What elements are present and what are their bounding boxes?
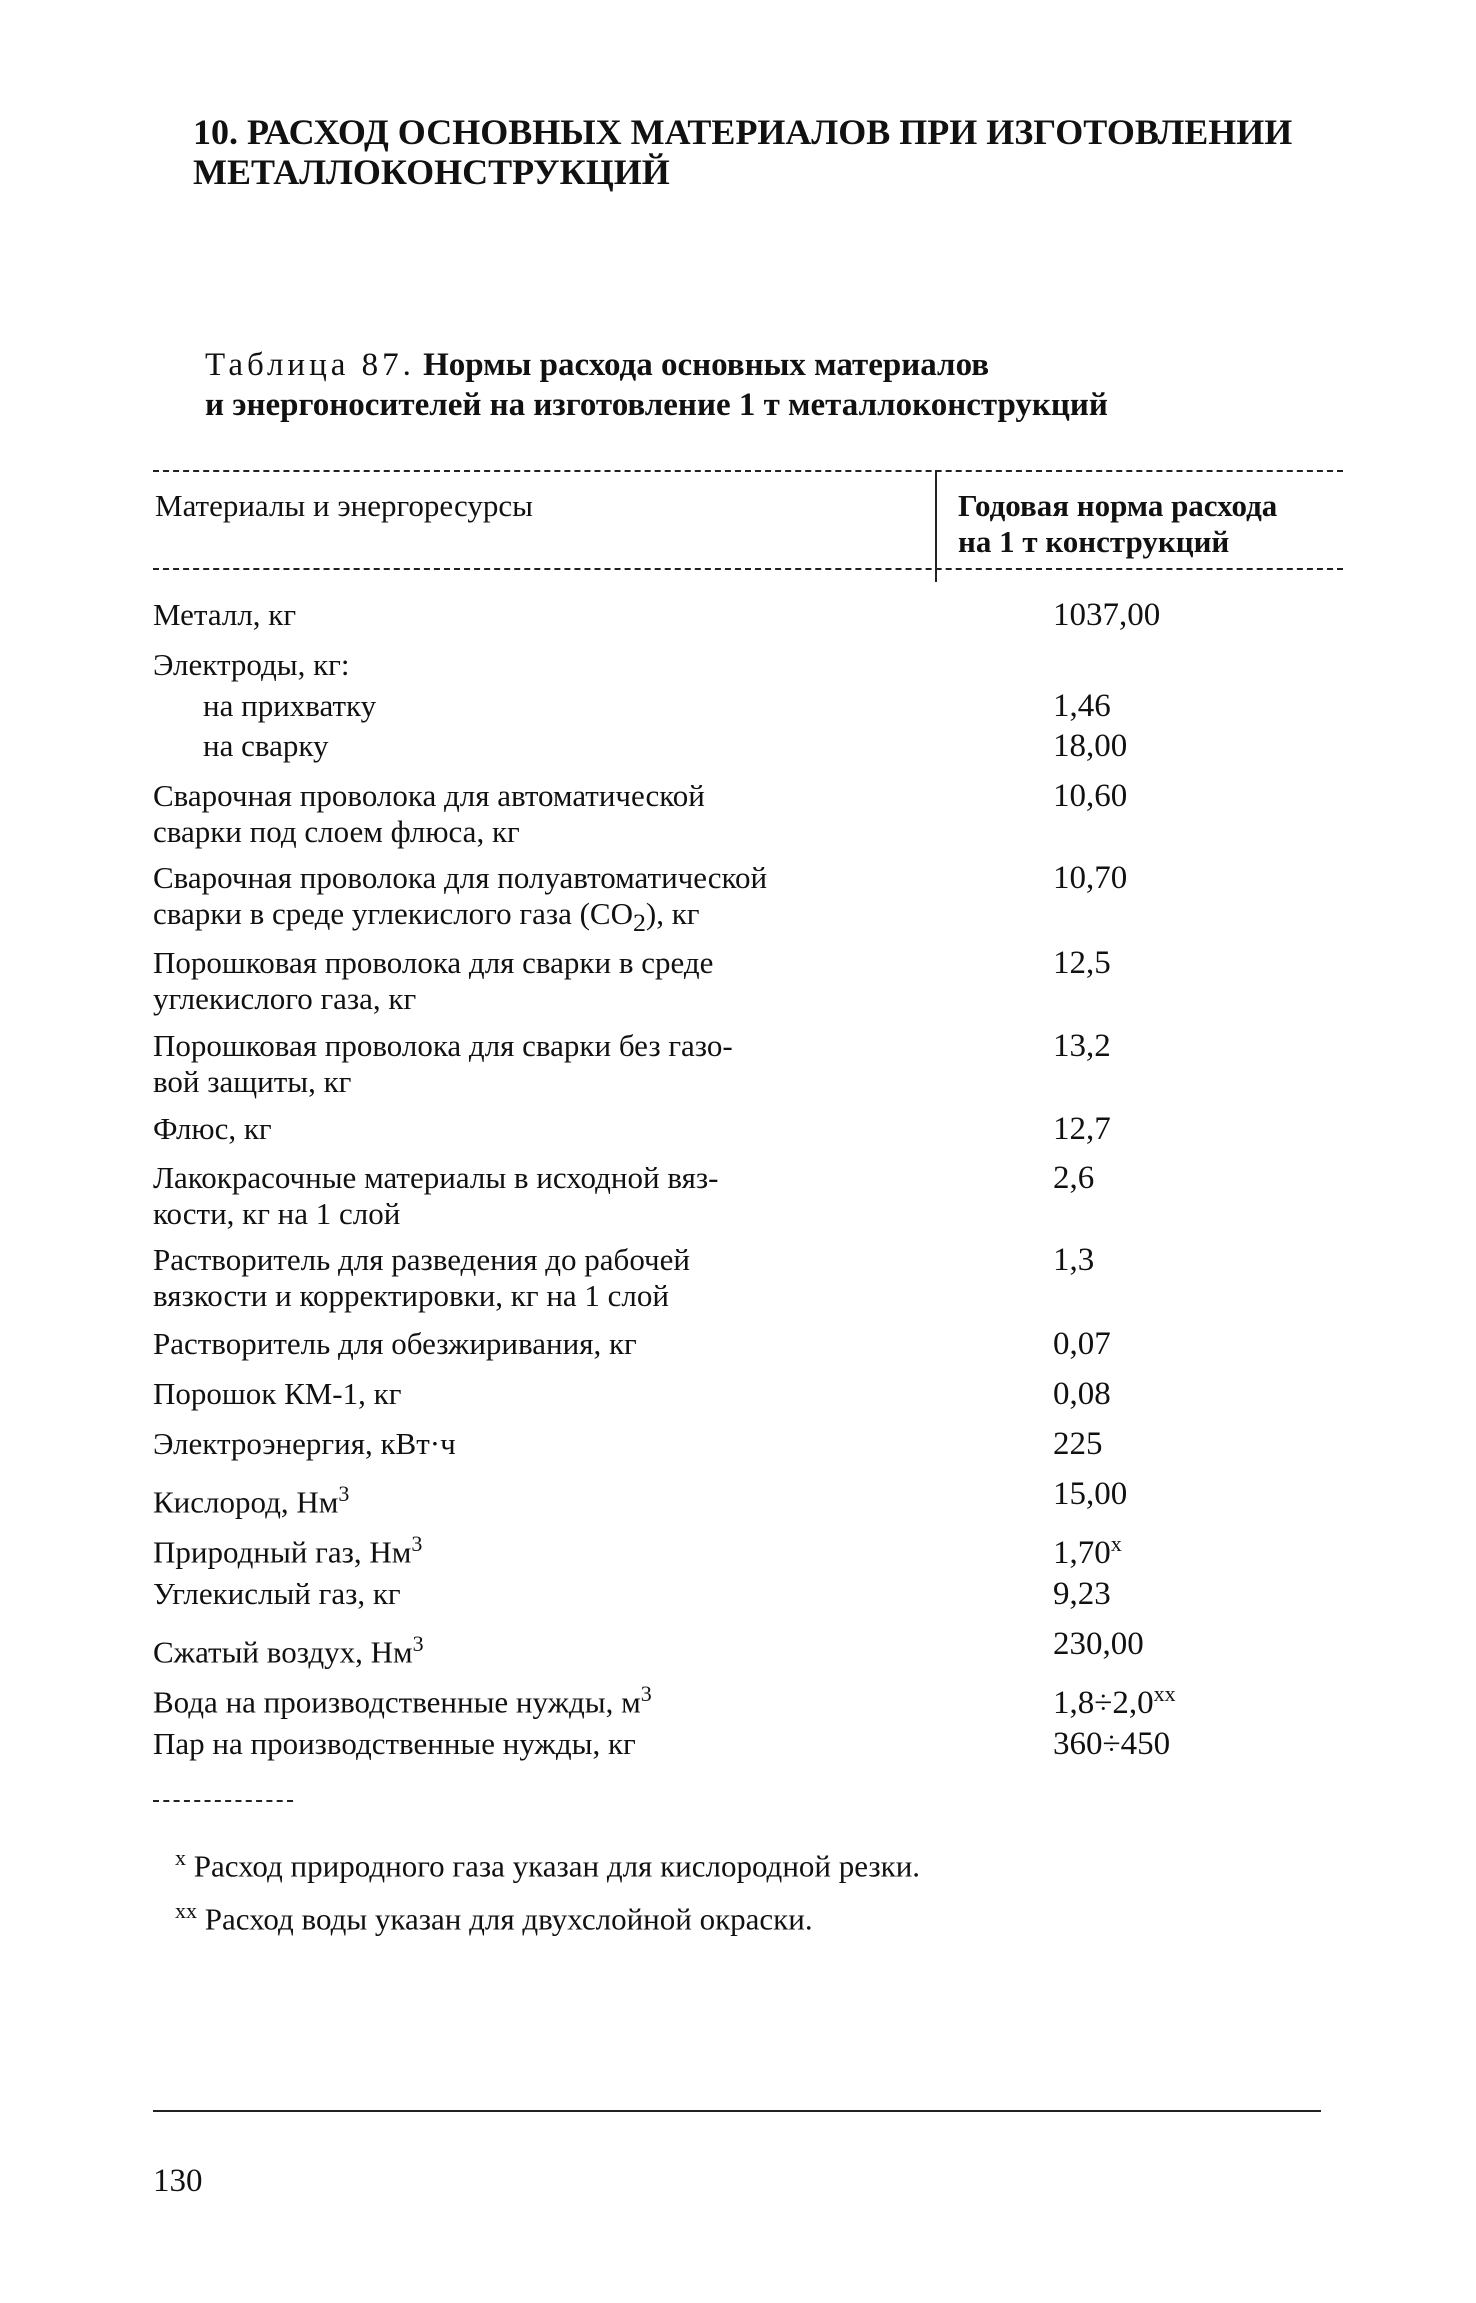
table-row-name: Кислород, $Нм^3$ bbox=[153, 1481, 350, 1520]
table-row-value: 2,6 bbox=[1053, 1160, 1095, 1196]
table-row-value: 1037,00 bbox=[1053, 597, 1161, 633]
table-row-name: Порошковая проволока для сварки без газо- вой защиты, кг bbox=[153, 1028, 733, 1099]
table-row-value: 18,00 bbox=[1053, 728, 1128, 764]
table-row-name: на сварку bbox=[203, 728, 329, 763]
table-row-value: 10,70 bbox=[1053, 860, 1128, 896]
footnote bbox=[175, 1893, 813, 1937]
table-row-name: Сжатый воздух, $Нм^3$ bbox=[153, 1631, 424, 1670]
table-row-name: Вода на производственные нужды, $м^3$ bbox=[153, 1681, 652, 1720]
table-row-value: 0,08 bbox=[1053, 1376, 1111, 1412]
footnote-text: Расход природного газа указан для кислородной резки. bbox=[193, 1848, 921, 1884]
table-row-name: Порошок КМ-1, кг bbox=[153, 1376, 402, 1411]
table-row-value: 12,7 bbox=[1053, 1111, 1111, 1147]
table-header-bottom-rule bbox=[153, 568, 1343, 570]
footnote bbox=[175, 1840, 920, 1884]
table-row-name: Углекислый газ, кг bbox=[153, 1576, 401, 1611]
table-caption-line-2: и энергоносителей на изготовление 1 т металлоконструкций bbox=[205, 387, 1108, 423]
table-header-divider bbox=[935, 470, 937, 582]
table-caption-label: Таблица 87. bbox=[205, 347, 415, 383]
table-row-value: 230,00 bbox=[1053, 1626, 1144, 1662]
table-caption bbox=[205, 345, 1305, 425]
table-row-name: Пар на производственные нужды, кг bbox=[153, 1726, 636, 1761]
table-row-name: Сварочная проволока для полуавтоматической сварки в среде углекислого газа $(CO_2)$, кг bbox=[153, 860, 768, 938]
table-row-name: Сварочная проволока для автоматической сварки под слоем флюса, кг bbox=[153, 778, 705, 849]
table-row-name: Электроды, кг: bbox=[153, 647, 350, 682]
table-row-value: 1,46 bbox=[1053, 688, 1111, 724]
table-row-name: Растворитель для обезжиривания, кг bbox=[153, 1326, 637, 1361]
footnote-mark: xx bbox=[175, 1898, 197, 1923]
table-row-value: 1,70$^x$ bbox=[1053, 1531, 1122, 1571]
table-row-name: Лакокрасочные материалы в исходной вяз- кости, кг на 1 слой bbox=[153, 1160, 719, 1231]
table-row-value: 225 bbox=[1053, 1426, 1103, 1462]
table-row-value: 13,2 bbox=[1053, 1028, 1111, 1064]
table-row-value: 1,3 bbox=[1053, 1242, 1095, 1278]
table-row-name: Флюс, кг bbox=[153, 1111, 272, 1146]
table-row-value: 15,00 bbox=[1053, 1476, 1128, 1512]
table-row-value: 10,60 bbox=[1053, 778, 1128, 814]
column-header-norm bbox=[958, 488, 1358, 560]
section-title-line-2: МЕТАЛЛОКОНСТРУКЦИЙ bbox=[193, 152, 670, 192]
table-row-name: Природный газ, $Нм^3$ bbox=[153, 1531, 423, 1570]
column-header-norm-line-2: на 1 т конструкций bbox=[958, 524, 1230, 559]
section-title-line-1: 10. РАСХОД ОСНОВНЫХ МАТЕРИАЛОВ ПРИ ИЗГОТОВЛЕНИИ bbox=[193, 112, 1293, 152]
table-row-name: Металл, кг bbox=[153, 597, 297, 632]
footnote-separator bbox=[153, 1800, 293, 1802]
section-title bbox=[193, 112, 1313, 192]
column-header-norm-line-1: Годовая норма расхода bbox=[958, 488, 1278, 523]
table-row-name: Порошковая проволока для сварки в среде углекислого газа, кг bbox=[153, 945, 714, 1016]
footnote-mark: x bbox=[175, 1845, 186, 1870]
column-header-materials: Материалы и энергоресурсы bbox=[155, 488, 533, 523]
table-row-value: $1,8\div 2,0^{xx}$ bbox=[1053, 1681, 1176, 1721]
table-row-value: 0,07 bbox=[1053, 1326, 1111, 1362]
table-row-name: Растворитель для разведения до рабочей вязкости и корректировки, кг на 1 слой bbox=[153, 1242, 690, 1313]
footnote-text: Расход воды указан для двухслойной окраски. bbox=[204, 1901, 813, 1937]
table-row-value: 12,5 bbox=[1053, 945, 1111, 981]
table-top-rule bbox=[153, 470, 1343, 472]
table-row-value: 360÷450 bbox=[1053, 1726, 1171, 1762]
table-row-name: Электроэнергия, кВт·ч bbox=[153, 1426, 456, 1461]
table-row-value: 9,23 bbox=[1053, 1576, 1111, 1612]
table-row-name: на прихватку bbox=[203, 688, 377, 723]
page-number: 130 bbox=[153, 2163, 203, 2199]
table-caption-line-1: Нормы расхода основных материалов bbox=[423, 347, 990, 383]
page-footer-rule bbox=[153, 2110, 1321, 2112]
